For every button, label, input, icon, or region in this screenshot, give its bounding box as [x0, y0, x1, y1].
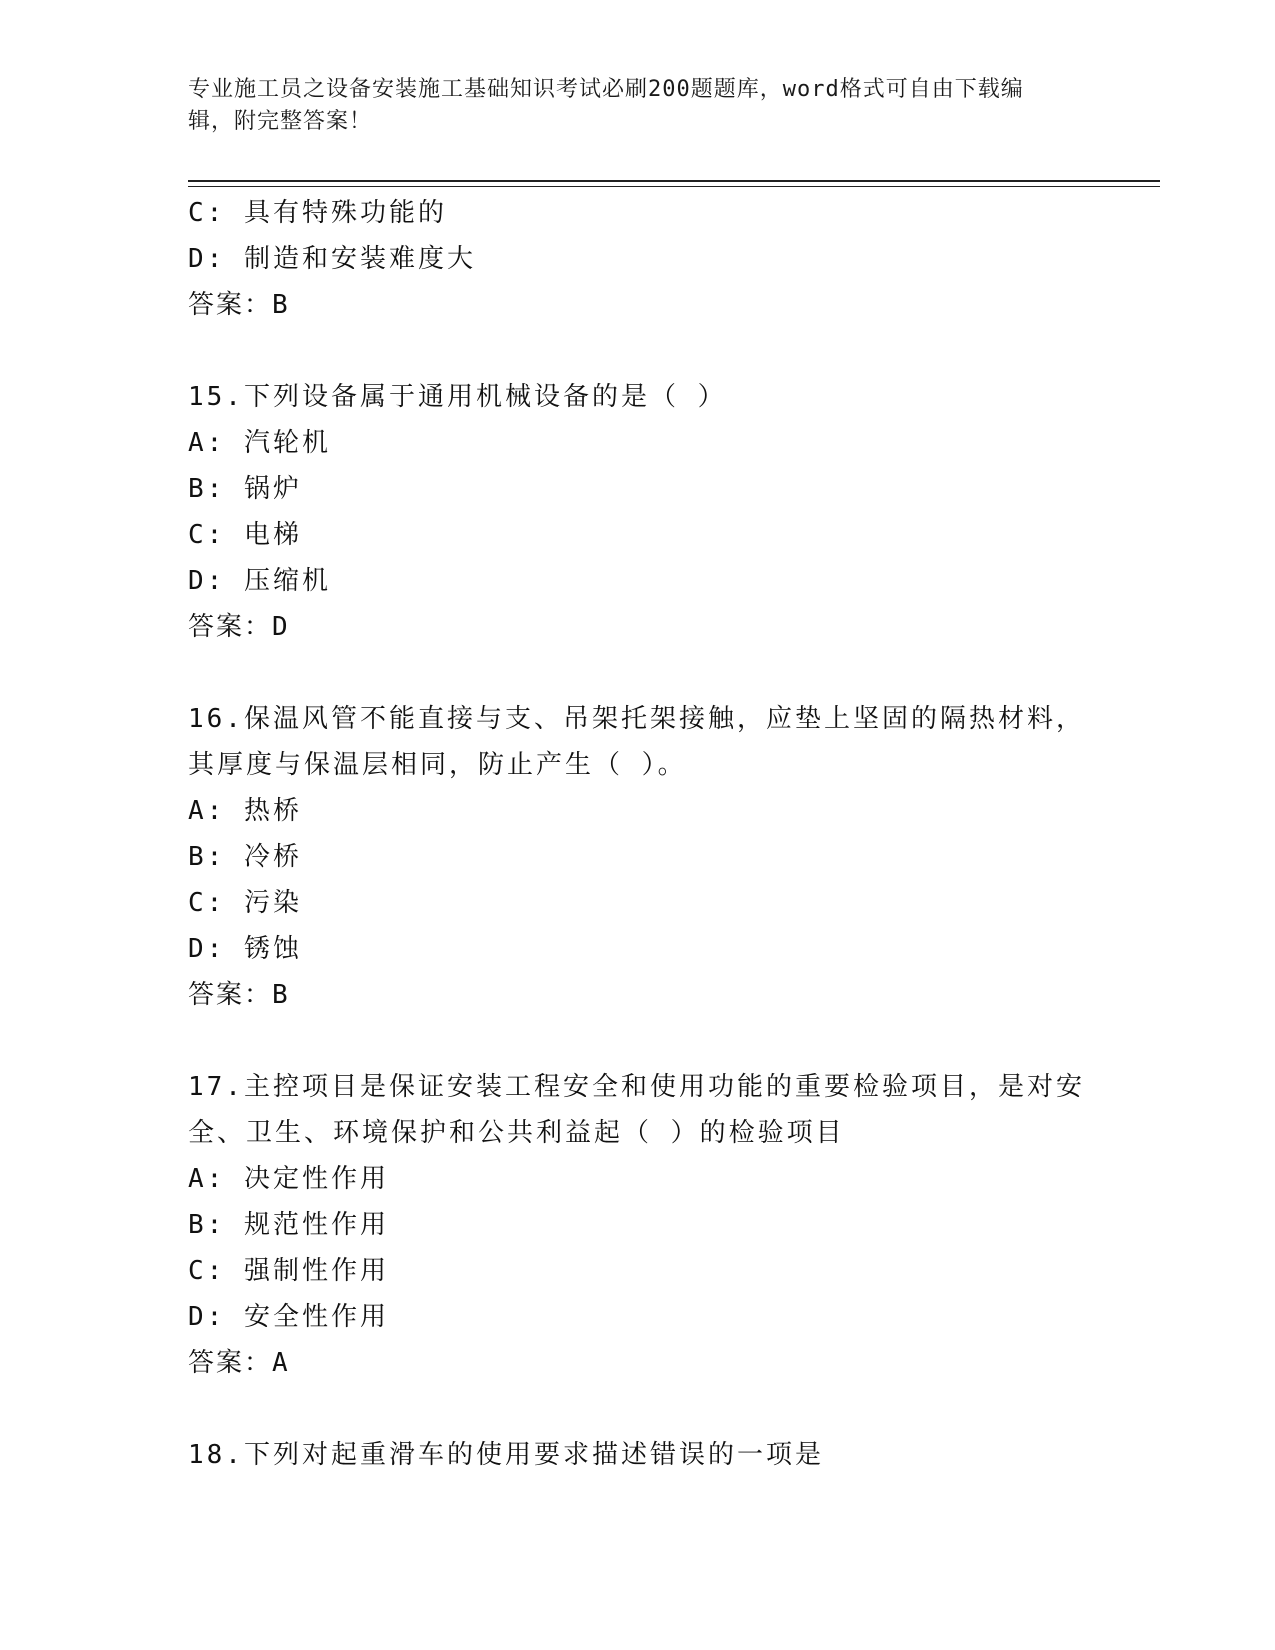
question-17: [188, 1064, 1088, 1386]
option-b: [188, 466, 1088, 512]
question-stem: 15.下列设备属于通用机械设备的是（ ）: [188, 382, 727, 412]
option-key: A:: [188, 796, 226, 826]
option-d: [188, 236, 1088, 282]
question-15: [188, 374, 1088, 650]
option-d: [188, 558, 1088, 604]
option-a: [188, 788, 1088, 834]
option-text: 污染: [243, 888, 302, 918]
option-text: 安全性作用: [243, 1302, 389, 1332]
option-text: 汽轮机: [243, 428, 331, 458]
answer-line: 答案：B: [188, 290, 290, 320]
option-key: D:: [188, 1302, 226, 1332]
document-header: [188, 74, 1068, 138]
option-text: 锈蚀: [243, 934, 302, 964]
option-text: 电梯: [243, 520, 302, 550]
option-c: [188, 880, 1088, 926]
option-key: C:: [188, 1256, 226, 1286]
option-a: [188, 420, 1088, 466]
option-text: 强制性作用: [243, 1256, 389, 1286]
option-text: 规范性作用: [243, 1210, 389, 1240]
option-key: C:: [188, 520, 226, 550]
option-text: 制造和安装难度大: [243, 244, 476, 274]
option-c: [188, 1248, 1088, 1294]
option-key: D:: [188, 566, 226, 596]
option-key: A:: [188, 428, 226, 458]
option-d: [188, 1294, 1088, 1340]
header-divider-thick: [188, 180, 1160, 182]
question-stem: 18.下列对起重滑车的使用要求描述错误的一项是: [188, 1440, 824, 1470]
partial-question: [188, 190, 1088, 328]
question-18: [188, 1432, 1088, 1478]
option-key: B:: [188, 842, 226, 872]
option-key: B:: [188, 1210, 226, 1240]
option-key: D:: [188, 244, 226, 274]
header-divider-thin: [188, 186, 1160, 187]
header-title: 专业施工员之设备安装施工基础知识考试必刷200题题库，word格式可自由下载编辑，附完整答案！: [188, 77, 1024, 134]
question-stem: 16.保温风管不能直接与支、吊架托架接触，应垫上坚固的隔热材料，其厚度与保温层相同，防止产生（ ）。: [188, 704, 1085, 780]
option-c: [188, 512, 1088, 558]
option-c: [188, 190, 1088, 236]
answer-line: 答案：D: [188, 612, 290, 642]
option-d: [188, 926, 1088, 972]
option-key: C:: [188, 888, 226, 918]
option-key: B:: [188, 474, 226, 504]
option-key: A:: [188, 1164, 226, 1194]
option-text: 压缩机: [243, 566, 331, 596]
answer-line: 答案：A: [188, 1348, 290, 1378]
option-a: [188, 1156, 1088, 1202]
question-stem: 17.主控项目是保证安装工程安全和使用功能的重要检验项目，是对安全、卫生、环境保护和公共利益起（ ）的检验项目: [188, 1072, 1085, 1148]
answer-line: 答案：B: [188, 980, 290, 1010]
option-text: 冷桥: [243, 842, 302, 872]
option-text: 热桥: [243, 796, 302, 826]
option-b: [188, 834, 1088, 880]
option-text: 具有特殊功能的: [243, 198, 447, 228]
option-text: 决定性作用: [243, 1164, 389, 1194]
option-text: 锅炉: [243, 474, 302, 504]
option-key: C:: [188, 198, 226, 228]
document-body: [188, 190, 1088, 1478]
question-16: [188, 696, 1088, 1018]
option-b: [188, 1202, 1088, 1248]
option-key: D:: [188, 934, 226, 964]
